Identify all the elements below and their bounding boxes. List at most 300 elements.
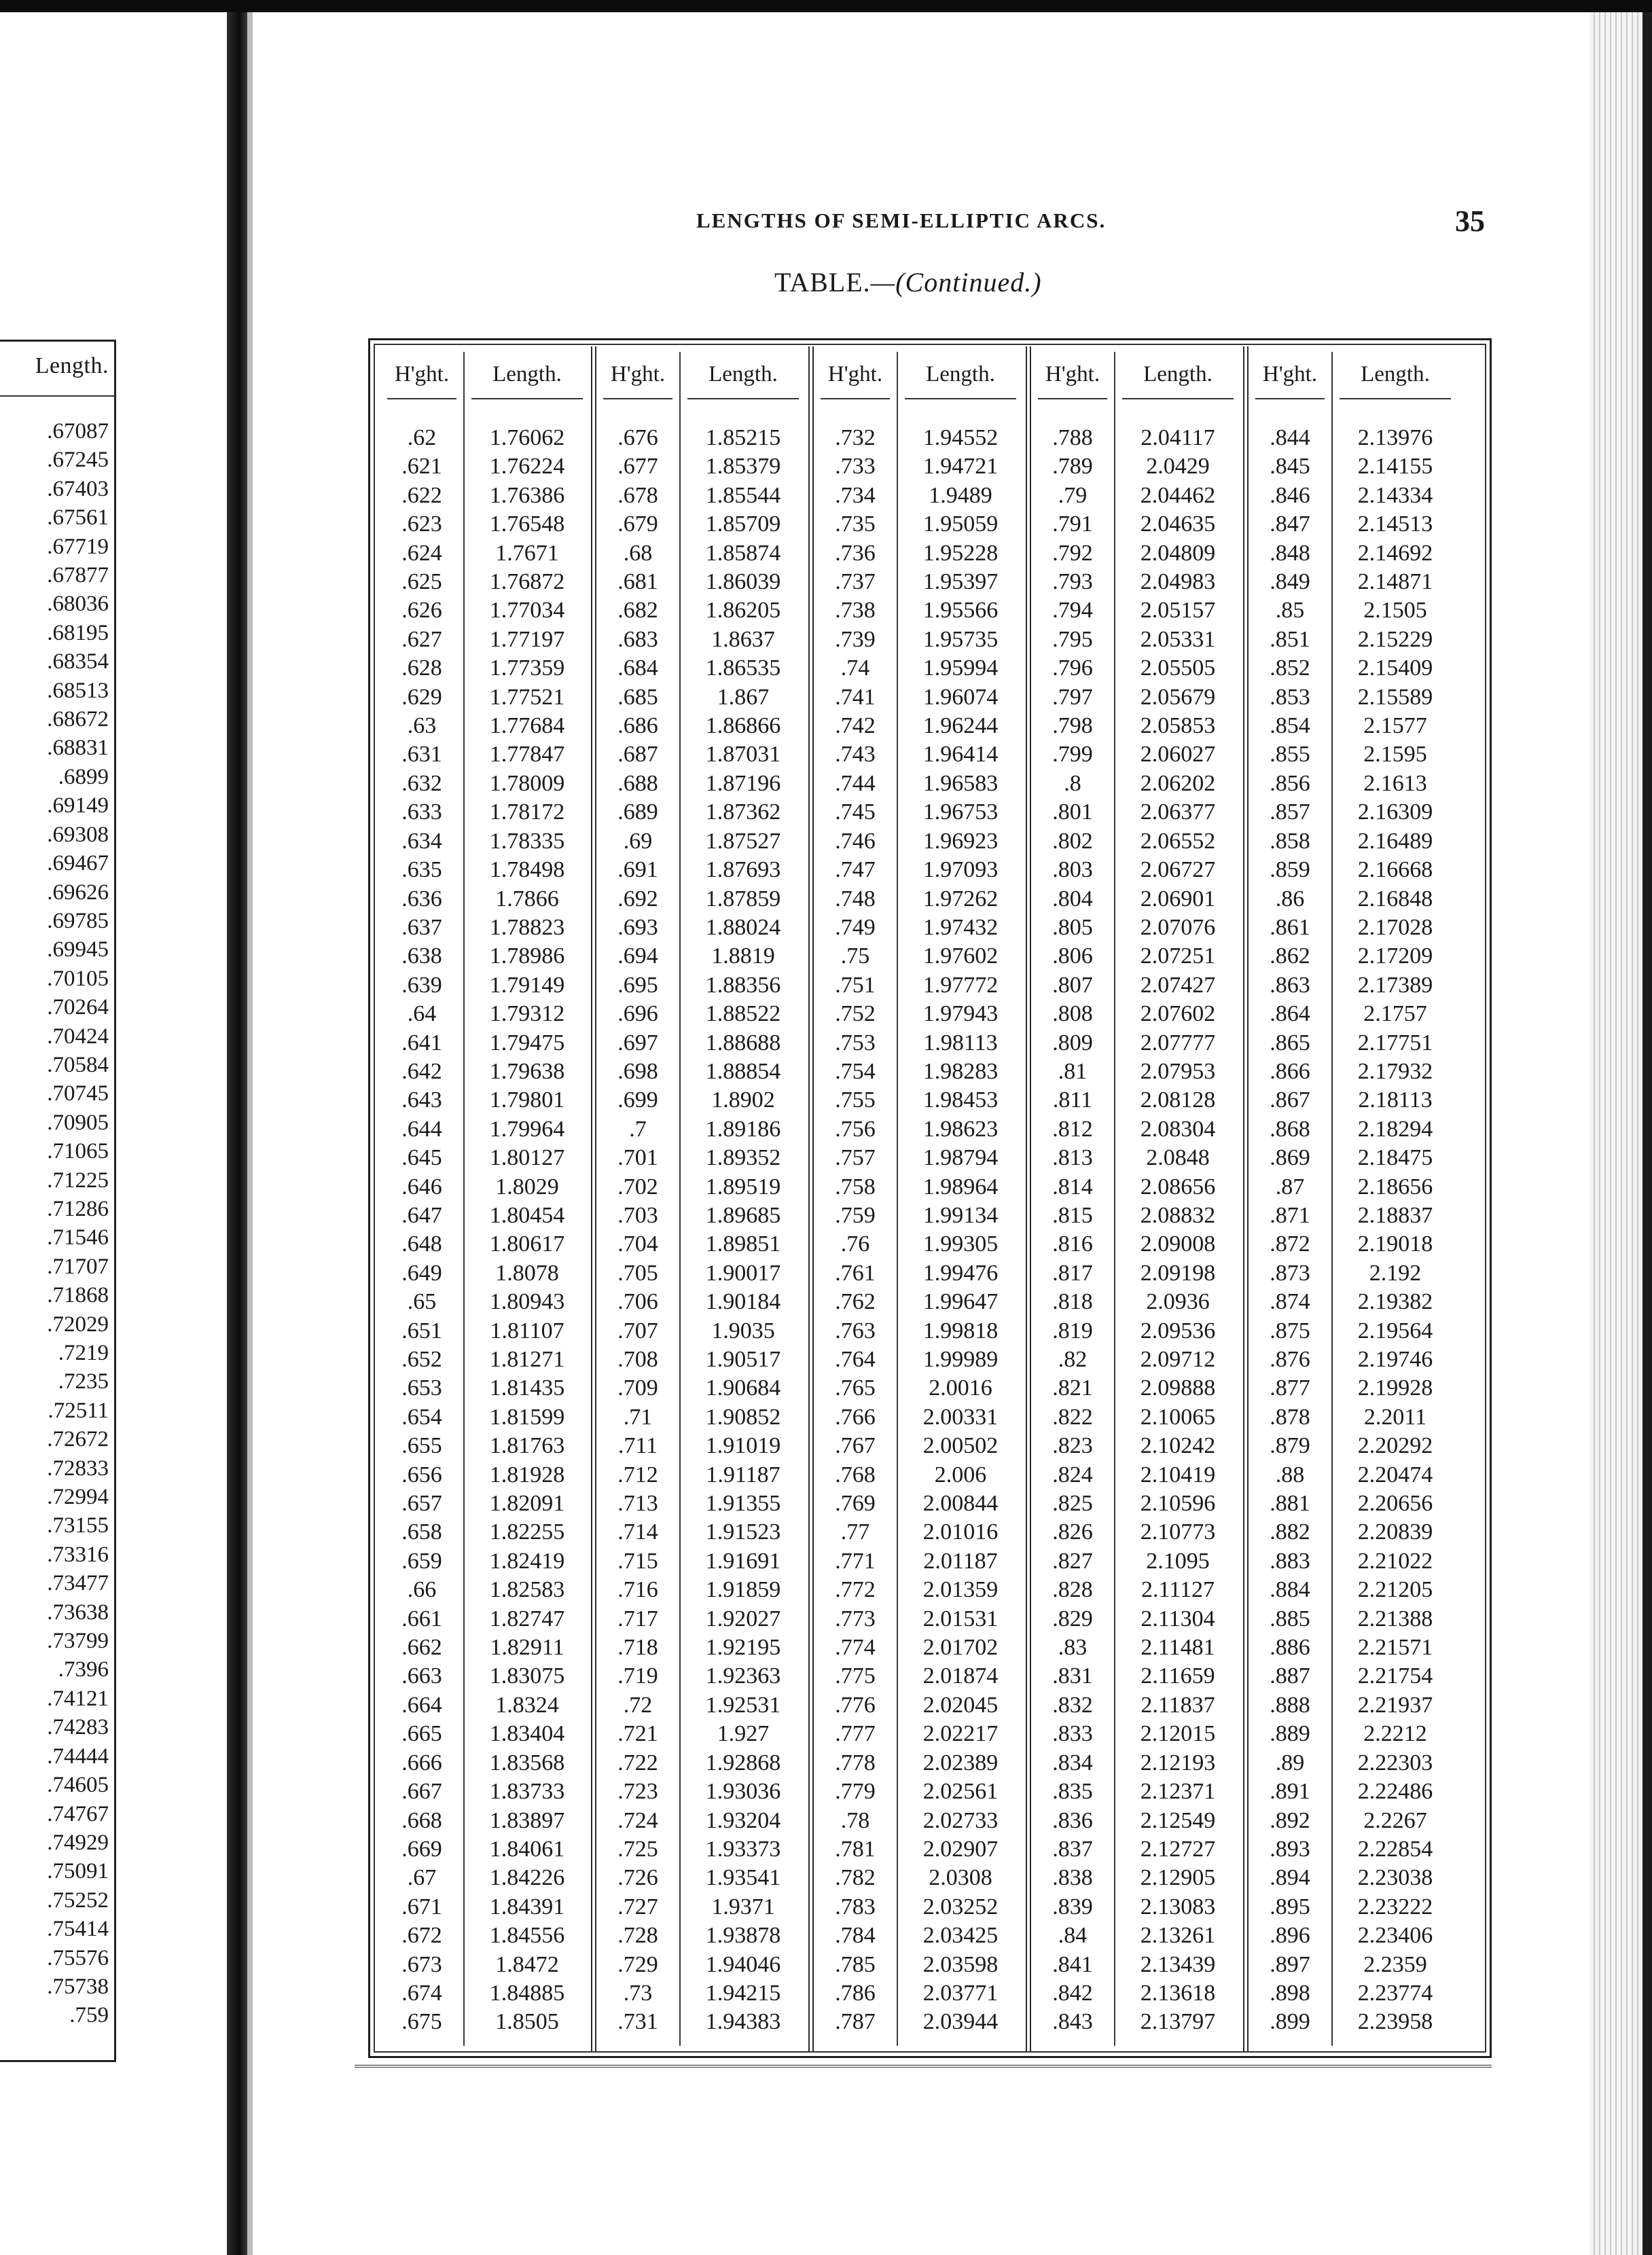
length-cell: 2.06202 xyxy=(1140,770,1216,796)
height-cell: .645 xyxy=(401,1145,442,1171)
length-cell: 2.04117 xyxy=(1141,425,1215,450)
height-cell: .802 xyxy=(1052,828,1093,854)
left-page-length-cell: .67877 xyxy=(47,563,109,588)
length-cell: 1.81928 xyxy=(489,1462,565,1487)
height-cell: .851 xyxy=(1270,626,1310,652)
left-page-length-header: Length. xyxy=(35,353,109,378)
length-cell: 2.11659 xyxy=(1141,1663,1215,1689)
height-cell: .75 xyxy=(840,943,870,969)
book-gutter xyxy=(227,12,247,2255)
length-cell: 2.05505 xyxy=(1140,655,1216,681)
height-cell: .633 xyxy=(401,799,442,825)
height-cell: .789 xyxy=(1052,454,1093,480)
height-cell: .798 xyxy=(1052,713,1093,739)
height-cell: .879 xyxy=(1270,1433,1310,1459)
height-cell: .873 xyxy=(1270,1260,1310,1286)
height-cell: .678 xyxy=(617,482,658,508)
length-cell: 1.94383 xyxy=(705,2009,781,2035)
height-cell: .827 xyxy=(1052,1548,1093,1574)
length-cell: 2.0308 xyxy=(929,1865,992,1891)
height-cell: .63 xyxy=(407,713,437,739)
height-cell: .623 xyxy=(401,511,442,537)
length-cell: 2.21205 xyxy=(1357,1577,1433,1603)
height-cell: .891 xyxy=(1270,1779,1310,1805)
height-cell: .811 xyxy=(1052,1087,1093,1113)
length-cell: 1.85544 xyxy=(705,482,781,508)
height-cell: .762 xyxy=(835,1289,876,1315)
height-cell: .866 xyxy=(1270,1058,1310,1084)
length-cell: 2.06027 xyxy=(1140,742,1216,768)
height-cell: .845 xyxy=(1270,454,1310,480)
length-cell: 2.10419 xyxy=(1140,1462,1216,1487)
height-cell: .718 xyxy=(617,1635,658,1661)
height-cell: .646 xyxy=(401,1174,442,1199)
height-cell: .755 xyxy=(835,1087,876,1113)
length-cell: 2.13797 xyxy=(1140,2009,1216,2035)
height-cell: .635 xyxy=(401,857,442,883)
length-cell: 1.93541 xyxy=(705,1865,781,1891)
length-cell: 1.9035 xyxy=(711,1318,775,1343)
height-cell: .701 xyxy=(617,1145,658,1171)
length-cell: 2.18656 xyxy=(1357,1174,1433,1199)
height-cell: .622 xyxy=(401,482,442,508)
height-cell: .839 xyxy=(1052,1894,1093,1919)
length-cell: 2.12727 xyxy=(1140,1836,1216,1862)
left-page-length-cell: .74121 xyxy=(47,1686,109,1711)
length-cell: 2.01016 xyxy=(922,1519,999,1545)
length-cell: 2.15409 xyxy=(1357,655,1433,681)
length-cell: 1.87527 xyxy=(705,828,781,854)
height-cell: .829 xyxy=(1052,1606,1093,1631)
table-title-label: TABLE. xyxy=(774,267,871,297)
height-cell: .823 xyxy=(1052,1433,1093,1459)
length-cell: 2.15589 xyxy=(1357,684,1433,710)
height-cell: .898 xyxy=(1270,1980,1310,2006)
length-cell: 1.98283 xyxy=(922,1058,999,1084)
length-cell: 2.21022 xyxy=(1357,1548,1433,1574)
height-cell: .886 xyxy=(1270,1635,1310,1661)
height-column-header: H'ght. xyxy=(394,362,450,386)
height-cell: .736 xyxy=(835,540,876,566)
length-cell: 1.90184 xyxy=(705,1289,781,1315)
height-cell: .813 xyxy=(1052,1145,1093,1171)
length-cell: 2.03598 xyxy=(922,1951,999,1977)
height-cell: .658 xyxy=(401,1519,442,1545)
length-cell: 1.88522 xyxy=(705,1001,781,1027)
length-cell: 2.16668 xyxy=(1357,857,1433,883)
length-cell: 1.96923 xyxy=(922,828,999,854)
length-cell: 1.99305 xyxy=(922,1231,999,1257)
length-cell: 1.84885 xyxy=(489,1980,565,2006)
height-column-header: H'ght. xyxy=(827,362,883,386)
length-cell: 2.14334 xyxy=(1357,482,1433,508)
height-cell: .689 xyxy=(617,799,658,825)
height-cell: .744 xyxy=(835,770,876,796)
length-cell: 1.91019 xyxy=(705,1433,781,1459)
length-cell: 1.84061 xyxy=(489,1836,565,1862)
length-cell: 2.04462 xyxy=(1140,482,1216,508)
length-cell: 1.95735 xyxy=(922,626,999,652)
height-cell: .858 xyxy=(1270,828,1310,854)
height-cell: .68 xyxy=(623,540,653,566)
left-page-length-cell: .74929 xyxy=(47,1830,109,1855)
height-cell: .764 xyxy=(835,1347,876,1372)
header-rule xyxy=(1340,398,1451,399)
length-cell: 1.99647 xyxy=(922,1289,999,1315)
height-cell: .782 xyxy=(835,1865,876,1891)
height-cell: .758 xyxy=(835,1174,876,1199)
length-cell: 1.80454 xyxy=(489,1202,565,1228)
length-cell: 2.07777 xyxy=(1140,1030,1216,1056)
height-cell: .684 xyxy=(617,655,658,681)
length-cell: 2.01531 xyxy=(922,1606,999,1631)
left-page-length-cell: .67087 xyxy=(47,419,109,444)
length-cell: 1.85709 xyxy=(705,511,781,537)
length-cell: 2.00502 xyxy=(922,1433,999,1459)
height-cell: .852 xyxy=(1270,655,1310,681)
height-cell: .872 xyxy=(1270,1231,1310,1257)
left-page-length-column xyxy=(0,417,109,2030)
length-cell: 2.02389 xyxy=(922,1750,999,1775)
left-page-length-cell: .72994 xyxy=(47,1485,109,1510)
height-cell: .677 xyxy=(617,454,658,480)
height-cell: .822 xyxy=(1052,1404,1093,1430)
height-cell: .805 xyxy=(1052,914,1093,940)
left-page-length-cell: .68195 xyxy=(47,620,109,645)
left-page-length-cell: .68036 xyxy=(47,592,109,617)
height-cell: .741 xyxy=(835,684,876,710)
length-cell: 2.07251 xyxy=(1140,943,1216,969)
length-cell: 1.76224 xyxy=(489,454,565,480)
height-cell: .878 xyxy=(1270,1404,1310,1430)
length-column-header: Length. xyxy=(1143,362,1213,386)
height-cell: .783 xyxy=(835,1894,876,1919)
height-cell: .778 xyxy=(835,1750,876,1775)
left-page-length-cell: .70745 xyxy=(47,1081,109,1106)
height-cell: .821 xyxy=(1052,1375,1093,1401)
length-cell: 1.89851 xyxy=(705,1231,781,1257)
height-cell: .843 xyxy=(1052,2009,1093,2035)
left-page-length-cell: .74283 xyxy=(47,1715,109,1740)
header-rule xyxy=(1122,398,1234,399)
length-cell: 2.04635 xyxy=(1140,511,1216,537)
page-number: 35 xyxy=(1455,204,1485,238)
height-cell: .643 xyxy=(401,1087,442,1113)
length-cell: 2.00331 xyxy=(922,1404,999,1430)
height-cell: .81 xyxy=(1058,1058,1088,1084)
length-cell: 2.18294 xyxy=(1357,1116,1433,1142)
height-cell: .861 xyxy=(1270,914,1310,940)
height-cell: .735 xyxy=(835,511,876,537)
length-cell: 2.10242 xyxy=(1140,1433,1216,1459)
group-separator xyxy=(1243,346,1249,2051)
length-cell: 1.96074 xyxy=(922,684,999,710)
height-cell: .816 xyxy=(1052,1231,1093,1257)
length-cell: 1.91859 xyxy=(705,1577,781,1603)
length-cell: 1.77847 xyxy=(489,742,565,768)
length-cell: 2.1613 xyxy=(1363,770,1427,796)
height-cell: .711 xyxy=(617,1433,658,1459)
length-cell: 1.98113 xyxy=(923,1030,998,1056)
height-cell: .725 xyxy=(617,1836,658,1862)
height-cell: .787 xyxy=(835,2009,876,2035)
left-page-length-cell: .70584 xyxy=(47,1052,109,1077)
length-cell: 2.08656 xyxy=(1140,1174,1216,1199)
height-cell: .706 xyxy=(617,1289,658,1315)
table-title xyxy=(774,266,1042,298)
length-cell: 1.77197 xyxy=(489,626,565,652)
length-cell: 1.83075 xyxy=(489,1663,565,1689)
height-cell: .62 xyxy=(407,425,437,450)
length-cell: 2.09712 xyxy=(1140,1347,1216,1372)
length-cell: 1.98453 xyxy=(922,1087,999,1113)
length-cell: 2.17389 xyxy=(1357,972,1433,998)
length-cell: 2.01187 xyxy=(923,1548,998,1574)
height-cell: .738 xyxy=(835,598,876,624)
length-cell: 2.18113 xyxy=(1358,1087,1433,1113)
height-cell: .651 xyxy=(401,1318,442,1343)
height-cell: .82 xyxy=(1058,1347,1088,1372)
height-cell: .745 xyxy=(835,799,876,825)
height-cell: .739 xyxy=(835,626,876,652)
height-cell: .74 xyxy=(840,655,870,681)
height-cell: .751 xyxy=(835,972,876,998)
height-cell: .877 xyxy=(1270,1375,1310,1401)
length-cell: 1.98964 xyxy=(922,1174,999,1199)
height-cell: .64 xyxy=(407,1001,437,1027)
height-cell: .832 xyxy=(1052,1692,1093,1718)
group-separator xyxy=(1026,346,1031,2051)
height-cell: .881 xyxy=(1270,1491,1310,1517)
length-cell: 2.1577 xyxy=(1363,713,1427,739)
length-cell: 2.19928 xyxy=(1357,1375,1433,1401)
length-cell: 2.03944 xyxy=(922,2009,999,2035)
height-cell: .808 xyxy=(1052,1001,1093,1027)
left-page-length-cell: .74444 xyxy=(47,1744,109,1769)
height-cell: .628 xyxy=(401,655,442,681)
left-page-length-cell: .73799 xyxy=(47,1629,109,1654)
length-cell: 2.22303 xyxy=(1357,1750,1433,1775)
length-cell: 1.80127 xyxy=(489,1145,565,1171)
length-cell: 1.97432 xyxy=(922,914,999,940)
length-cell: 1.7866 xyxy=(495,886,559,912)
length-cell: 2.08304 xyxy=(1140,1116,1216,1142)
length-cell: 1.78172 xyxy=(489,799,565,825)
length-cell: 2.02733 xyxy=(922,1807,999,1833)
length-cell: 1.95994 xyxy=(922,655,999,681)
length-cell: 1.76548 xyxy=(489,511,565,537)
height-cell: .86 xyxy=(1275,886,1305,912)
height-cell: .695 xyxy=(617,972,658,998)
height-cell: .621 xyxy=(401,454,442,480)
length-cell: 1.95059 xyxy=(922,511,999,537)
height-cell: .85 xyxy=(1275,598,1305,624)
height-cell: .863 xyxy=(1270,972,1310,998)
length-column xyxy=(679,424,807,2037)
length-cell: 2.23774 xyxy=(1357,1980,1433,2006)
height-cell: .795 xyxy=(1052,626,1093,652)
length-cell: 2.10065 xyxy=(1140,1404,1216,1430)
height-column-header: H'ght. xyxy=(1262,362,1318,386)
length-cell: 2.06901 xyxy=(1140,886,1216,912)
height-cell: .771 xyxy=(835,1548,876,1574)
height-cell: .781 xyxy=(835,1836,876,1862)
left-page-length-cell: .69626 xyxy=(47,880,109,905)
height-cell: .834 xyxy=(1052,1750,1093,1775)
group-separator xyxy=(808,346,814,2051)
left-page-length-cell: .68354 xyxy=(47,649,109,674)
left-page-length-cell: .70264 xyxy=(47,995,109,1020)
height-cell: .726 xyxy=(617,1865,658,1891)
left-page-length-cell: .71707 xyxy=(47,1254,109,1279)
length-cell: 2.006 xyxy=(934,1462,987,1487)
length-cell: 2.13439 xyxy=(1140,1951,1216,1977)
length-cell: 1.82091 xyxy=(489,1491,565,1517)
height-cell: .759 xyxy=(835,1202,876,1228)
height-cell: .724 xyxy=(617,1807,658,1833)
height-cell: .679 xyxy=(617,511,658,537)
length-cell: 1.82747 xyxy=(489,1606,565,1631)
length-cell: 2.23958 xyxy=(1357,2009,1433,2035)
length-cell: 1.78498 xyxy=(489,857,565,883)
height-cell: .894 xyxy=(1270,1865,1310,1891)
height-cell: .709 xyxy=(617,1375,658,1401)
height-cell: .686 xyxy=(617,713,658,739)
scan-right-border xyxy=(1642,12,1652,2255)
header-rule xyxy=(603,398,672,399)
height-cell: .815 xyxy=(1052,1202,1093,1228)
left-page-length-cell: .71868 xyxy=(47,1283,109,1308)
left-page-length-cell: .73316 xyxy=(47,1542,109,1567)
length-cell: 1.90852 xyxy=(705,1404,781,1430)
length-cell: 1.80943 xyxy=(489,1289,565,1315)
height-cell: .665 xyxy=(401,1721,442,1747)
length-cell: 1.89352 xyxy=(705,1145,781,1171)
height-cell: .828 xyxy=(1052,1577,1093,1603)
height-cell: .884 xyxy=(1270,1577,1310,1603)
length-cell: 2.12549 xyxy=(1140,1807,1216,1833)
height-cell: .669 xyxy=(401,1836,442,1862)
height-cell: .78 xyxy=(840,1807,870,1833)
length-cell: 2.0848 xyxy=(1146,1145,1210,1171)
height-column-header: H'ght. xyxy=(610,362,666,386)
height-cell: .72 xyxy=(623,1692,653,1718)
height-cell: .754 xyxy=(835,1058,876,1084)
left-page-length-cell: .68672 xyxy=(47,707,109,732)
length-cell: 2.14692 xyxy=(1357,540,1433,566)
length-cell: 2.09008 xyxy=(1140,1231,1216,1257)
length-cell: 2.21937 xyxy=(1357,1692,1433,1718)
height-cell: .757 xyxy=(835,1145,876,1171)
height-cell: .716 xyxy=(617,1577,658,1603)
length-cell: 1.81271 xyxy=(489,1347,565,1372)
length-cell: 2.19746 xyxy=(1357,1347,1433,1372)
height-cell: .838 xyxy=(1052,1865,1093,1891)
left-page-length-cell: .71286 xyxy=(47,1196,109,1221)
height-cell: .846 xyxy=(1270,482,1310,508)
height-cell: .73 xyxy=(623,1980,653,2006)
page-gap xyxy=(247,12,253,2255)
height-cell: .663 xyxy=(401,1663,442,1689)
length-cell: 1.82911 xyxy=(490,1635,564,1661)
length-cell: 2.21388 xyxy=(1357,1606,1433,1631)
length-cell: 1.88688 xyxy=(705,1030,781,1056)
length-column xyxy=(1331,424,1459,2037)
height-cell: .856 xyxy=(1270,770,1310,796)
length-cell: 1.8029 xyxy=(495,1174,559,1199)
left-page-length-cell: .71546 xyxy=(47,1225,109,1250)
length-cell: 1.82583 xyxy=(489,1577,565,1603)
height-cell: .746 xyxy=(835,828,876,854)
left-page-length-cell: .73155 xyxy=(47,1513,109,1538)
height-cell: .892 xyxy=(1270,1807,1310,1833)
height-cell: .807 xyxy=(1052,972,1093,998)
height-cell: .681 xyxy=(617,569,658,595)
length-cell: 2.11481 xyxy=(1141,1635,1215,1661)
height-cell: .848 xyxy=(1270,540,1310,566)
height-cell: .809 xyxy=(1052,1030,1093,1056)
length-cell: 2.22486 xyxy=(1357,1779,1433,1805)
length-cell: 1.88854 xyxy=(705,1058,781,1084)
length-cell: 2.00844 xyxy=(922,1491,999,1517)
height-cell: .694 xyxy=(617,943,658,969)
height-cell: .842 xyxy=(1052,1980,1093,2006)
height-cell: .889 xyxy=(1270,1721,1310,1747)
length-cell: 1.87196 xyxy=(705,770,781,796)
height-cell: .876 xyxy=(1270,1347,1310,1372)
left-page-length-cell: .70424 xyxy=(47,1024,109,1049)
length-cell: 2.1505 xyxy=(1363,598,1427,624)
height-cell: .847 xyxy=(1270,511,1310,537)
length-cell: 1.93878 xyxy=(705,1923,781,1949)
length-cell: 1.85215 xyxy=(705,425,781,450)
left-page-length-cell: .69785 xyxy=(47,908,109,933)
length-cell: 1.8902 xyxy=(711,1087,775,1113)
height-cell: .895 xyxy=(1270,1894,1310,1919)
length-cell: 1.76062 xyxy=(489,425,565,450)
height-cell: .685 xyxy=(617,684,658,710)
height-cell: .779 xyxy=(835,1779,876,1805)
length-cell: 1.76386 xyxy=(489,482,565,508)
length-cell: 2.23038 xyxy=(1357,1865,1433,1891)
height-cell: .688 xyxy=(617,770,658,796)
height-cell: .748 xyxy=(835,886,876,912)
left-page-length-cell: .69149 xyxy=(47,793,109,818)
length-cell: 1.89685 xyxy=(705,1202,781,1228)
length-cell: 2.02217 xyxy=(922,1721,999,1747)
length-cell: 1.8505 xyxy=(495,2009,559,2035)
length-cell: 2.07076 xyxy=(1140,914,1216,940)
height-cell: .625 xyxy=(401,569,442,595)
height-cell: .785 xyxy=(835,1951,876,1977)
left-page-length-cell: .68831 xyxy=(47,736,109,761)
length-cell: 2.17028 xyxy=(1357,914,1433,940)
length-cell: 1.83568 xyxy=(489,1750,565,1775)
height-cell: .865 xyxy=(1270,1030,1310,1056)
height-cell: .756 xyxy=(835,1116,876,1142)
left-page-length-cell: .72833 xyxy=(47,1456,109,1481)
header-rule xyxy=(1038,398,1107,399)
height-cell: .637 xyxy=(401,914,442,940)
height-cell: .732 xyxy=(835,425,876,450)
length-cell: 1.867 xyxy=(717,684,770,710)
length-cell: 1.93204 xyxy=(705,1807,781,1833)
length-cell: 1.99989 xyxy=(922,1347,999,1372)
height-cell: .857 xyxy=(1270,799,1310,825)
height-cell: .699 xyxy=(617,1087,658,1113)
length-cell: 1.97093 xyxy=(922,857,999,883)
height-cell: .692 xyxy=(617,886,658,912)
